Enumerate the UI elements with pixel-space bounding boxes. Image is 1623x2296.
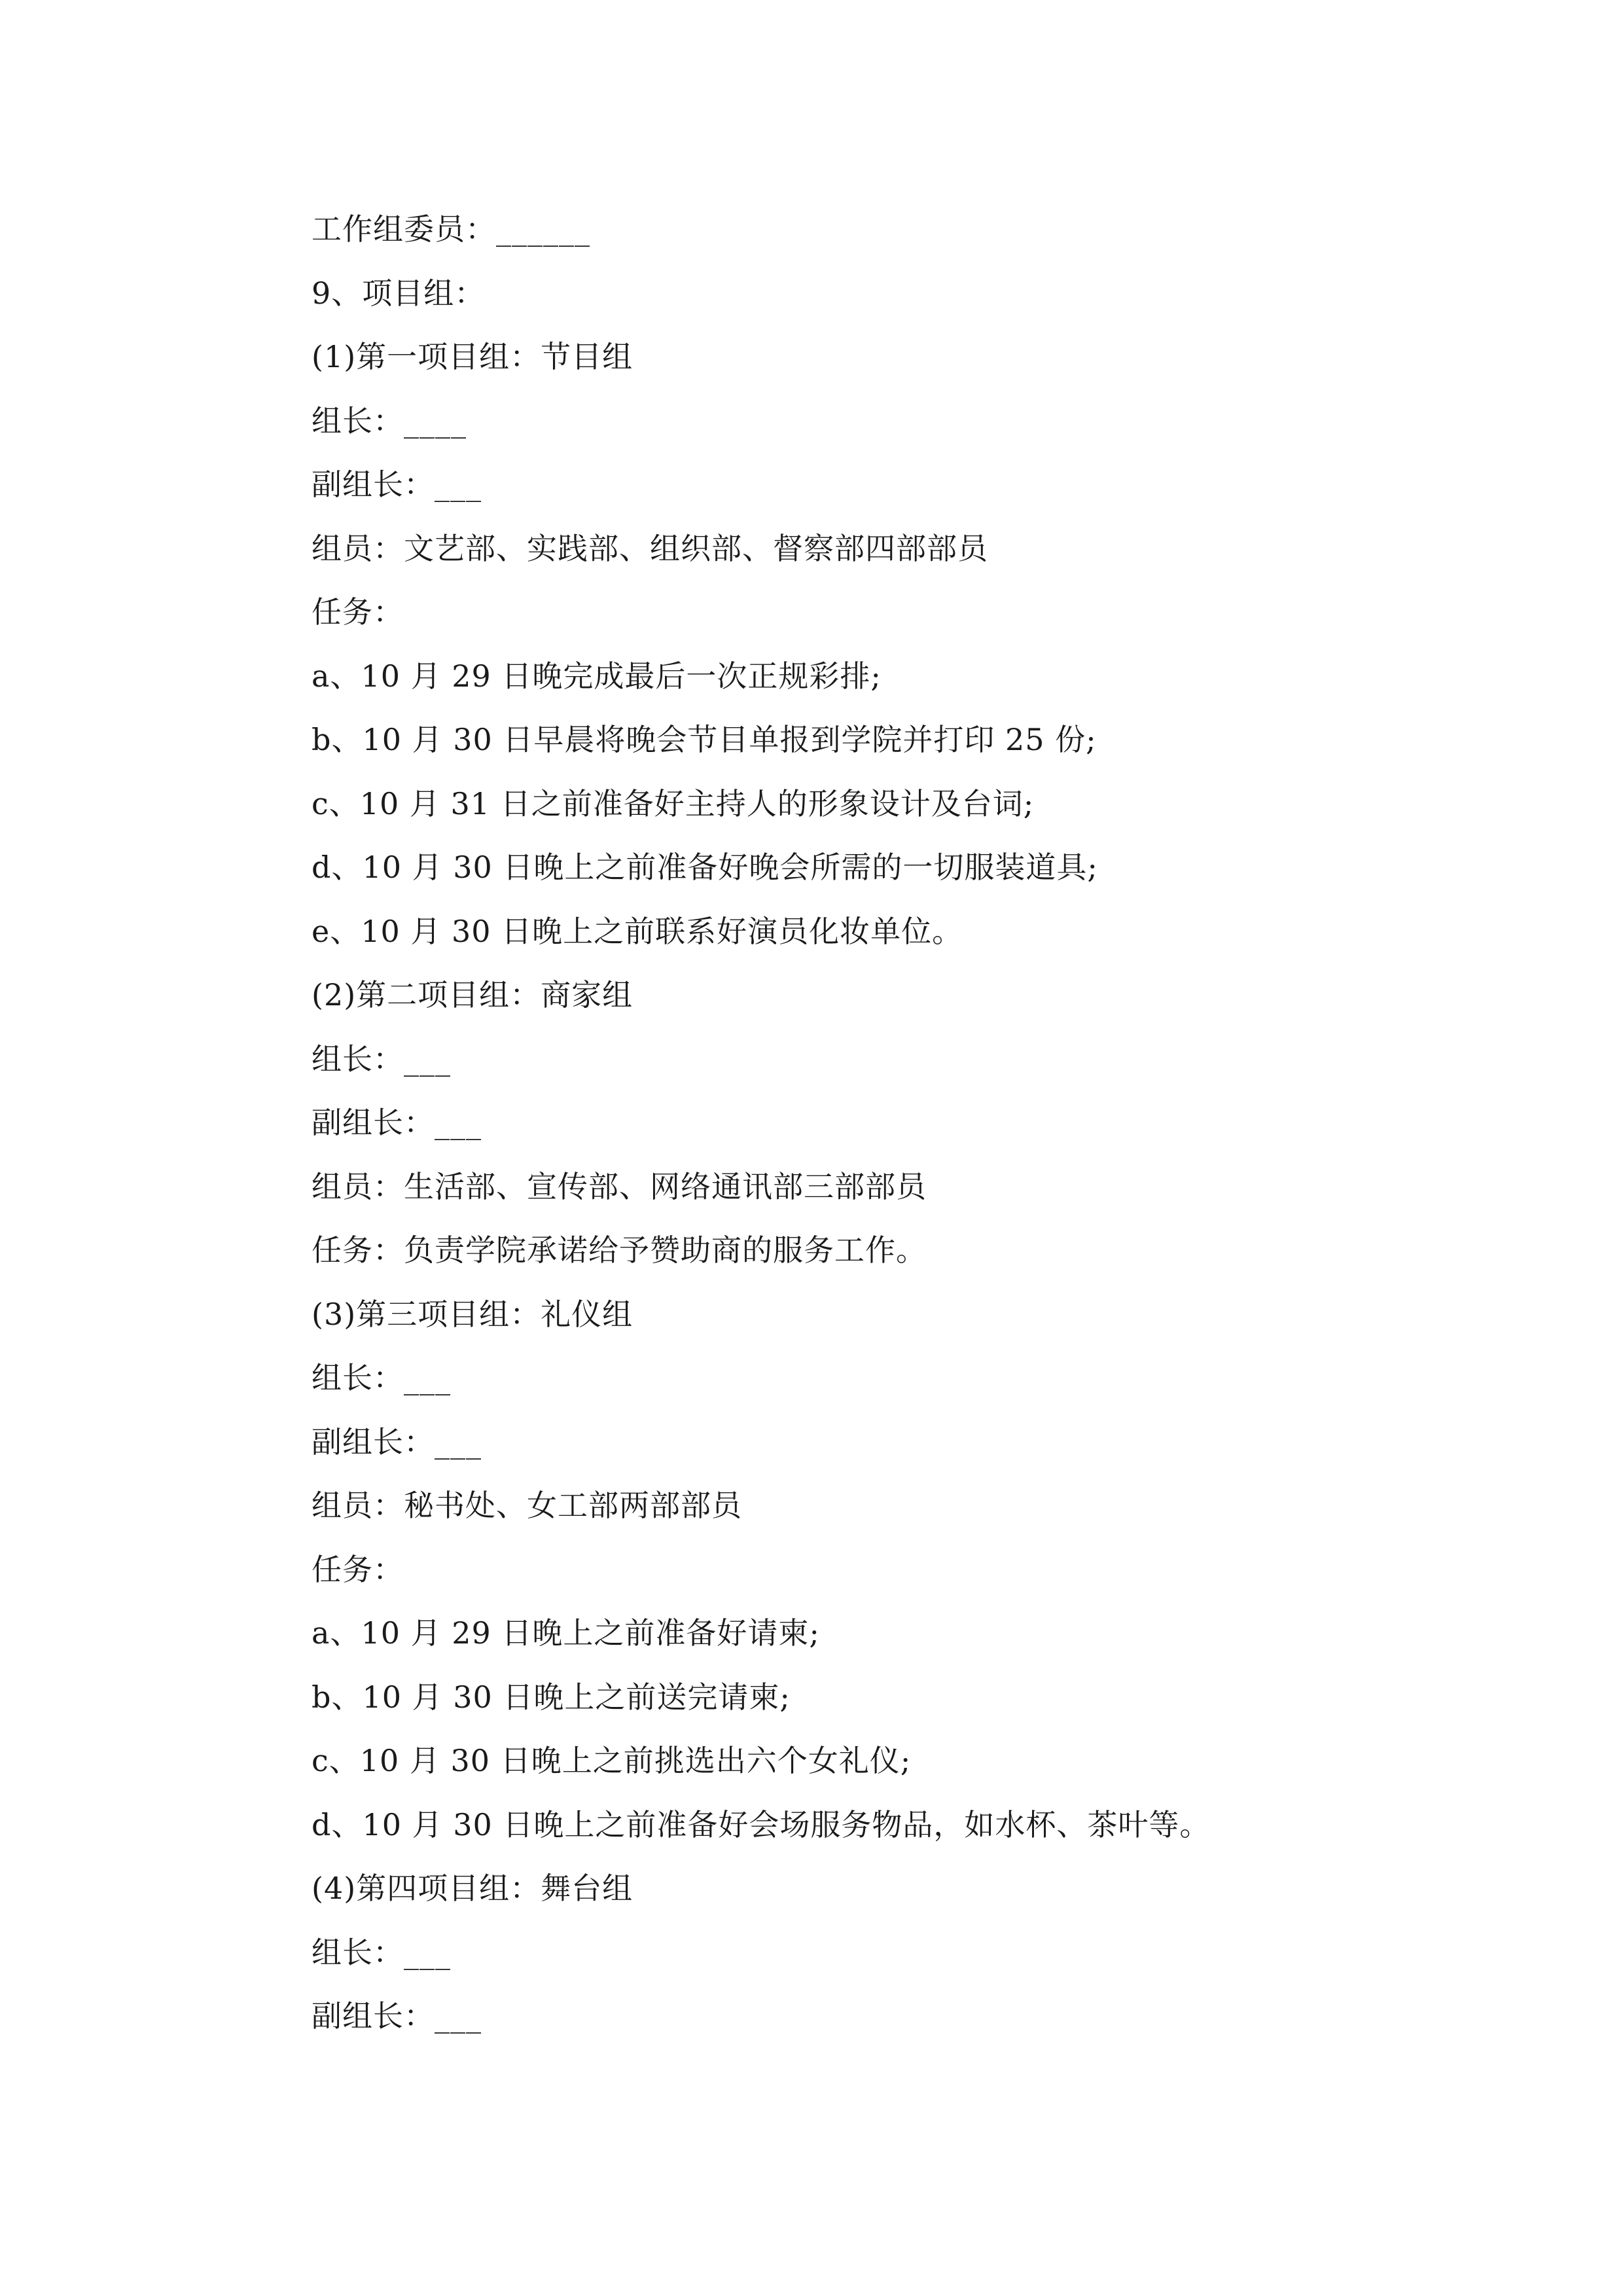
group-2-members: 组员：生活部、宣传部、网络通讯部三部部员 <box>312 1168 927 1204</box>
group-1-tasks-label: 任务： <box>312 594 404 630</box>
group-3-tasks-label: 任务： <box>312 1551 404 1587</box>
group-2-tasks: 任务：负责学院承诺给予赞助商的服务工作。 <box>312 1232 927 1268</box>
group-1-deputy-leader: 副组长：___ <box>312 467 482 502</box>
group-3-task-b: b、10 月 30 日晚上之前送完请柬; <box>312 1679 791 1715</box>
group-4-leader: 组长：___ <box>312 1934 451 1970</box>
document-body <box>312 198 1359 2049</box>
group-3-task-c: c、10 月 30 日晚上之前挑选出六个女礼仪; <box>312 1743 912 1778</box>
group-1-task-d: d、10 月 30 日晚上之前准备好晚会所需的一切服装道具; <box>312 850 1098 885</box>
group-1-task-a: a、10 月 29 日晚完成最后一次正规彩排; <box>312 658 882 694</box>
group-4-heading: (4)第四项目组：舞台组 <box>312 1871 633 1906</box>
group-2-leader: 组长：___ <box>312 1041 451 1077</box>
group-2-heading: (2)第二项目组：商家组 <box>312 977 633 1013</box>
group-1-task-b: b、10 月 30 日早晨将晚会节目单报到学院并打印 25 份; <box>312 722 1097 757</box>
group-2-deputy-leader: 副组长：___ <box>312 1105 482 1140</box>
group-1-members: 组员：文艺部、实践部、组织部、督察部四部部员 <box>312 530 988 566</box>
group-1-task-c: c、10 月 31 日之前准备好主持人的形象设计及台词; <box>312 785 1035 821</box>
group-4-deputy-leader: 副组长：___ <box>312 1998 482 2034</box>
group-3-task-a: a、10 月 29 日晚上之前准备好请柬; <box>312 1615 820 1651</box>
group-3-members: 组员：秘书处、女工部两部部员 <box>312 1488 742 1523</box>
section-heading-project-groups: 9、项目组： <box>312 275 486 311</box>
group-3-heading: (3)第三项目组：礼仪组 <box>312 1296 633 1332</box>
committee-member-line: 工作组委员：______ <box>312 211 590 247</box>
group-1-task-e: e、10 月 30 日晚上之前联系好演员化妆单位。 <box>312 913 963 949</box>
group-3-leader: 组长：___ <box>312 1360 451 1395</box>
group-3-deputy-leader: 副组长：___ <box>312 1424 482 1460</box>
group-1-heading: (1)第一项目组：节目组 <box>312 339 633 374</box>
group-1-leader: 组长：____ <box>312 403 467 439</box>
group-3-task-d: d、10 月 30 日晚上之前准备好会场服务物品，如水杯、茶叶等。 <box>312 1806 1211 1842</box>
